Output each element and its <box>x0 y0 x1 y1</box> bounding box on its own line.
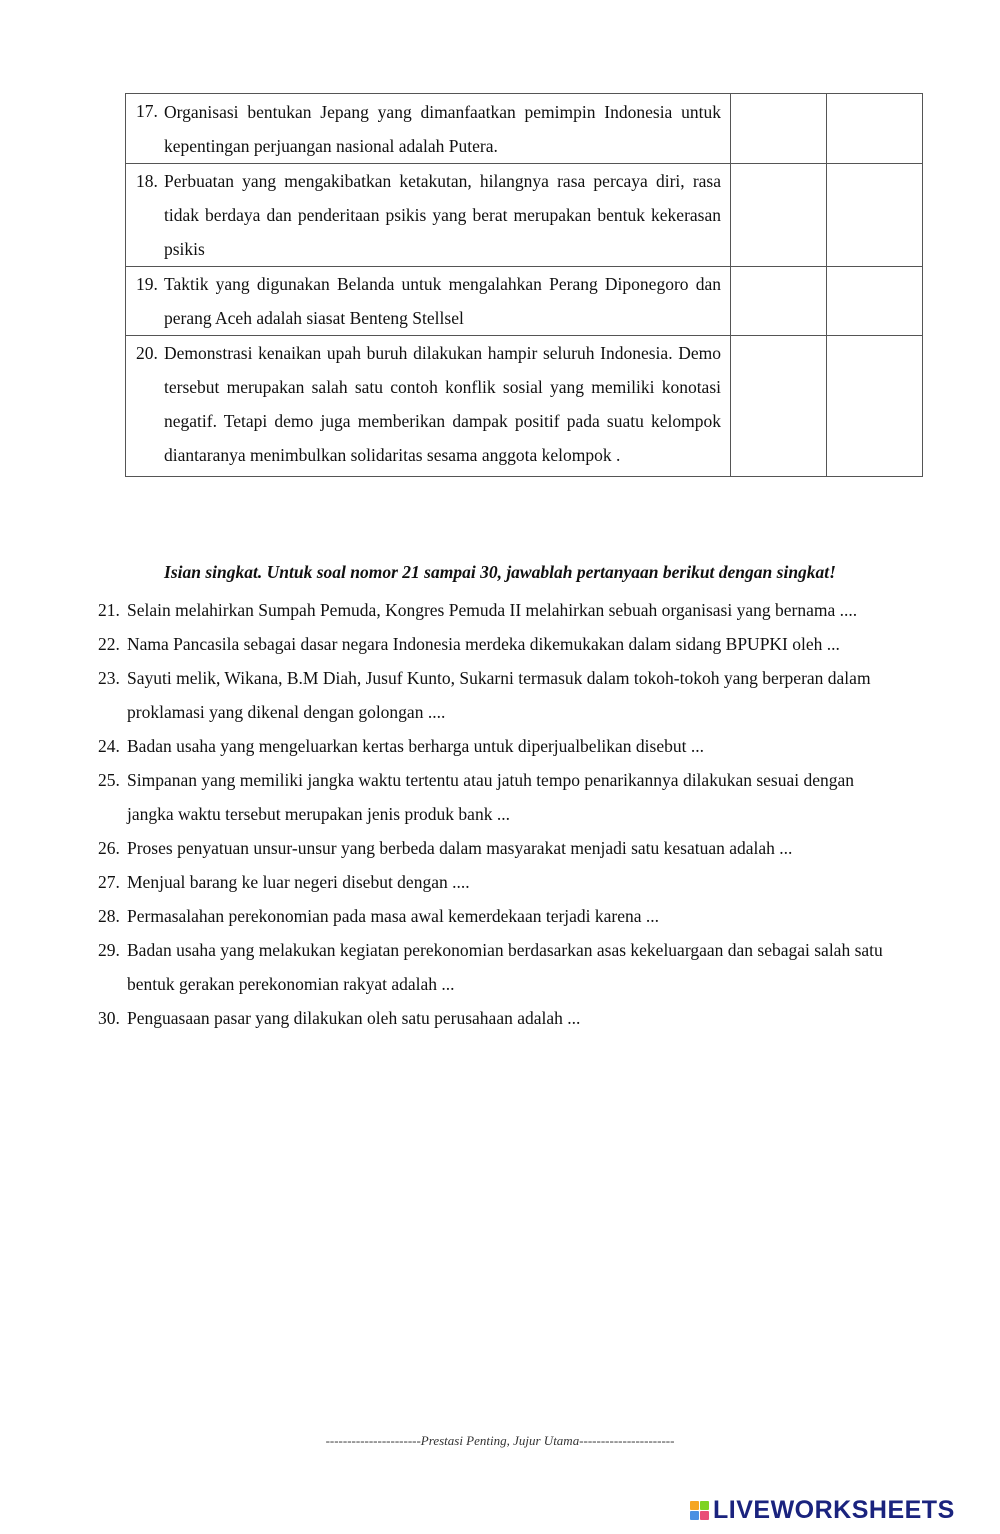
statement-text: Perbuatan yang mengakibatkan ketakutan, hilangnya rasa percaya diri, rasa tidak berdaya dan penderitaan psikis yang berat merupakan bentuk kekerasan psikis <box>164 171 721 259</box>
table-row <box>126 267 923 336</box>
table-row <box>126 164 923 267</box>
question-item <box>98 661 898 729</box>
table-row <box>126 94 923 164</box>
question-text: Menjual barang ke luar negeri disebut dengan .... <box>127 872 470 892</box>
statement <box>126 164 730 266</box>
statement-number: 17. <box>136 101 158 121</box>
question-text: Penguasaan pasar yang dilakukan oleh satu perusahaan adalah ... <box>127 1008 581 1028</box>
statement <box>126 336 730 476</box>
question-list <box>98 593 898 1035</box>
logo-mark-icon <box>690 1501 709 1520</box>
question-text: Simpanan yang memiliki jangka waktu tertentu atau jatuh tempo penarikannya dilakukan sesuai dengan jangka waktu tersebut merupakan jenis produk bank ... <box>127 770 855 824</box>
question-number: 28. <box>98 906 120 926</box>
answer-cell-true[interactable] <box>731 267 827 336</box>
statement-text: Demonstrasi kenaikan upah buruh dilakukan hampir seluruh Indonesia. Demo tersebut merupakan salah satu contoh konflik sosial yang memiliki konotasi negatif. Tetapi demo juga memberikan dampak positif pada suatu kelompok diantaranya menimbulkan solidaritas sesama anggota kelompok . <box>164 343 721 465</box>
answer-cell-false[interactable] <box>827 267 923 336</box>
logo-square-icon <box>690 1501 699 1510</box>
answer-cell-false[interactable] <box>827 336 923 477</box>
question-item <box>98 593 898 627</box>
answer-cell-true[interactable] <box>731 336 827 477</box>
logo-square-icon <box>700 1501 709 1510</box>
logo-square-icon <box>690 1511 699 1520</box>
statement-cell <box>126 267 731 336</box>
logo-square-icon <box>700 1511 709 1520</box>
answer-cell-true[interactable] <box>731 94 827 164</box>
footer-motto: ----------------------Prestasi Penting, Jujur Utama---------------------- <box>325 1433 675 1448</box>
answer-cell-false[interactable] <box>827 94 923 164</box>
question-number: 29. <box>98 940 120 960</box>
question-number: 25. <box>98 770 120 790</box>
question-number: 26. <box>98 838 120 858</box>
true-false-table <box>125 93 923 477</box>
statement-number: 18. <box>136 171 158 191</box>
question-number: 24. <box>98 736 120 756</box>
statement <box>126 94 730 163</box>
statement <box>126 267 730 335</box>
question-number: 23. <box>98 668 120 688</box>
statement-number: 20. <box>136 343 158 363</box>
question-text: Sayuti melik, Wikana, B.M Diah, Jusuf Kunto, Sukarni termasuk dalam tokoh-tokoh yang berperan dalam proklamasi yang dikenal dengan golongan .... <box>127 668 871 722</box>
statement-number: 19. <box>136 274 158 294</box>
statement-text: Taktik yang digunakan Belanda untuk mengalahkan Perang Diponegoro dan perang Aceh adalah siasat Benteng Stellsel <box>164 274 721 328</box>
question-item <box>98 899 898 933</box>
statement-cell <box>126 164 731 267</box>
question-text: Permasalahan perekonomian pada masa awal kemerdekaan terjadi karena ... <box>127 906 660 926</box>
question-item <box>98 763 898 831</box>
question-text: Badan usaha yang mengeluarkan kertas berharga untuk diperjualbelikan disebut ... <box>127 736 704 756</box>
question-text: Proses penyatuan unsur-unsur yang berbeda dalam masyarakat menjadi satu kesatuan adalah ... <box>127 838 793 858</box>
table-row <box>126 336 923 477</box>
question-number: 27. <box>98 872 120 892</box>
question-item <box>98 627 898 661</box>
question-item <box>98 1001 898 1035</box>
logo-text: LIVEWORKSHEETS <box>713 1495 955 1524</box>
liveworksheets-logo[interactable] <box>690 1495 955 1525</box>
question-item <box>98 729 898 763</box>
statement-cell <box>126 336 731 477</box>
question-item <box>98 831 898 865</box>
answer-cell-false[interactable] <box>827 164 923 267</box>
statement-cell <box>126 94 731 164</box>
question-item <box>98 933 898 1001</box>
question-text: Nama Pancasila sebagai dasar negara Indonesia merdeka dikemukakan dalam sidang BPUPKI oleh ... <box>127 634 840 654</box>
answer-cell-true[interactable] <box>731 164 827 267</box>
question-text: Selain melahirkan Sumpah Pemuda, Kongres Pemuda II melahirkan sebuah organisasi yang bernama .... <box>127 600 858 620</box>
section-title: Isian singkat. Untuk soal nomor 21 sampai 30, jawablah pertanyaan berikut dengan singkat! <box>164 562 836 582</box>
question-item <box>98 865 898 899</box>
statement-text: Organisasi bentukan Jepang yang dimanfaatkan pemimpin Indonesia untuk kepentingan perjuangan nasional adalah Putera. <box>164 102 721 156</box>
question-number: 21. <box>98 600 120 620</box>
question-number: 22. <box>98 634 120 654</box>
question-number: 30. <box>98 1008 120 1028</box>
question-text: Badan usaha yang melakukan kegiatan perekonomian berdasarkan asas kekeluargaan dan sebagai salah satu bentuk gerakan perekonomian rakyat adalah ... <box>127 940 883 994</box>
